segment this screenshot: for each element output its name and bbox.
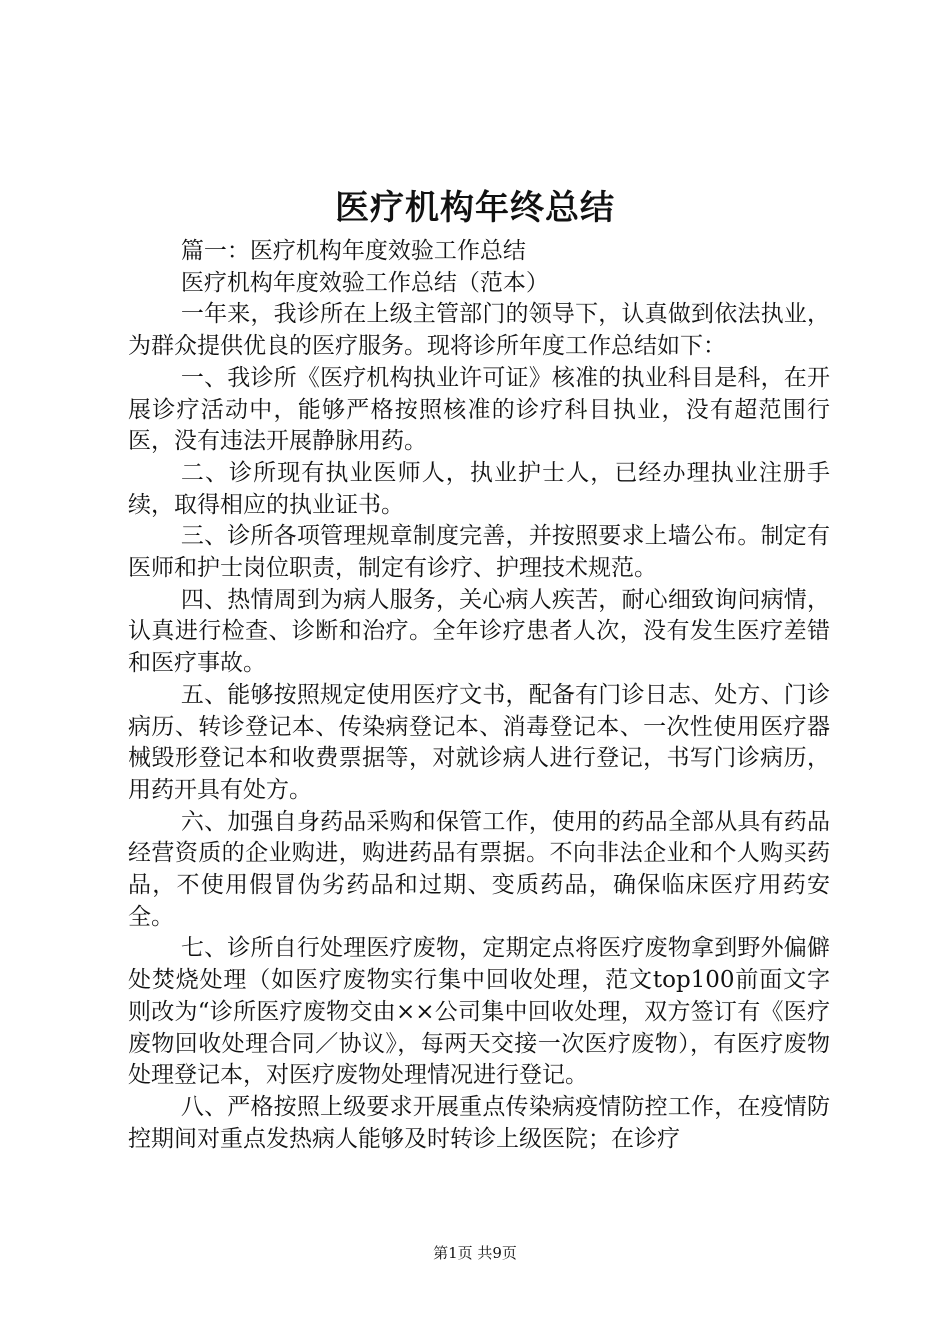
paragraph-item-3: 三、诊所各项管理规章制度完善，并按照要求上墙公布。制定有医师和护士岗位职责，制定有诊疗、护理技术规范。 — [128, 523, 830, 582]
paragraph-item-4: 四、热情周到为病人服务，关心病人疾苦，耐心细致询问病情，认真进行检查、诊断和治疗。全年诊疗患者人次，没有发生医疗差错和医疗事故。 — [128, 586, 830, 677]
document-title: 医疗机构年终总结 — [335, 188, 615, 228]
paragraph-intro: 一年来，我诊所在上级主管部门的领导下，认真做到依法执业，为群众提供优良的医疗服务。现将诊所年度工作总结如下： — [128, 301, 830, 360]
document-body — [128, 236, 830, 1155]
paragraph-subtitle-1: 篇一：医疗机构年度效验工作总结 — [180, 238, 526, 264]
paragraph-item-2: 二、诊所现有执业医师人，执业护士人，已经办理执业注册手续，取得相应的执业证书。 — [128, 459, 830, 518]
paragraph-item-7: 七、诊所自行处理医疗废物，定期定点将医疗废物拿到野外偏僻处焚烧处理（如医疗废物实行集中回收处理，范文top100前面文字则改为“诊所医疗废物交由××公司集中回收处理，双方签订有《医疗废物回收处理合同／协议》，每两天交接一次医疗废物），有医疗废物处理登记本，对医疗废物处理情况进行登记。 — [128, 935, 830, 1089]
paragraph-item-1: 一、我诊所《医疗机构执业许可证》核准的执业科目是科，在开展诊疗活动中，能够严格按照核准的诊疗科目执业，没有超范围行医，没有违法开展静脉用药。 — [128, 364, 830, 455]
paragraph-subtitle-2: 医疗机构年度效验工作总结（范本） — [180, 269, 549, 296]
page-footer: 第1页 共9页 — [433, 1244, 517, 1262]
paragraph-item-6: 六、加强自身药品采购和保管工作，使用的药品全部从具有药品经营资质的企业购进，购进药品有票据。不向非法企业和个人购买药品，不使用假冒伪劣药品和过期、变质药品，确保临床医疗用药安全。 — [128, 808, 830, 930]
paragraph-item-8: 八、严格按照上级要求开展重点传染病疫情防控工作，在疫情防控期间对重点发热病人能够及时转诊上级医院；在诊疗 — [128, 1093, 830, 1152]
paragraph-item-5: 五、能够按照规定使用医疗文书，配备有门诊日志、处方、门诊病历、转诊登记本、传染病登记本、消毒登记本、一次性使用医疗器械毁形登记本和收费票据等，对就诊病人进行登记，书写门诊病历，用药开具有处方。 — [128, 681, 830, 803]
